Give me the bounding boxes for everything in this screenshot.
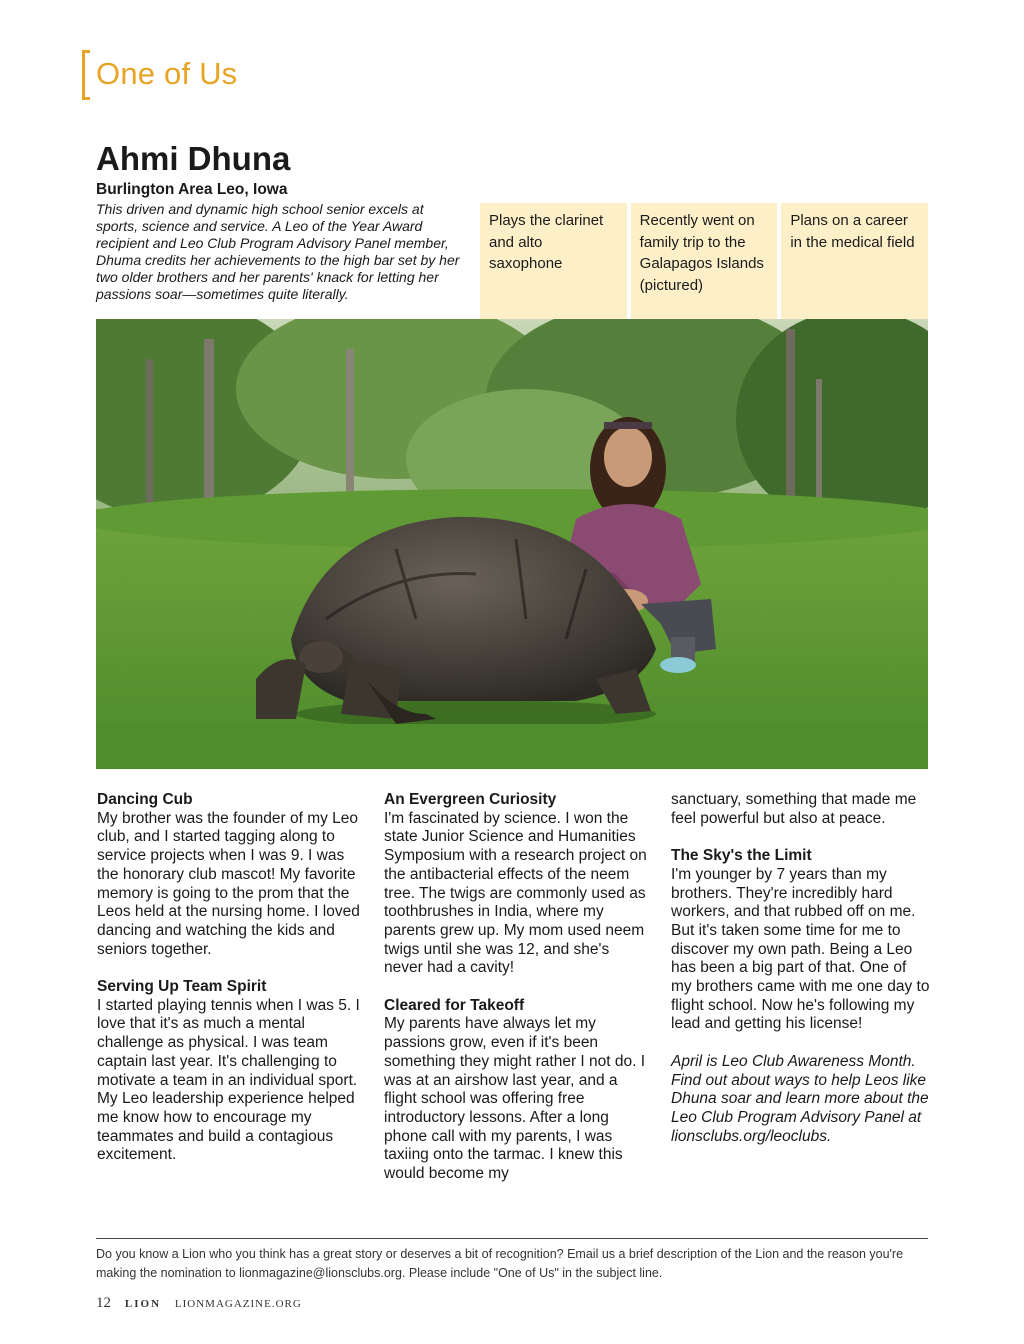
paragraph: My brother was the founder of my Leo club, and I started tagging along to service projects when I was 9. I was the honorary club mascot! My favorite memory is going to the prom that the Leos held at the nursing home. I loved dancing and watching the kids and seniors together. (97, 809, 360, 958)
article-column-1 (97, 791, 365, 1184)
subhead-sky-limit: The Sky's the Limit (671, 847, 812, 865)
subhead-cleared-for-takeoff: Cleared for Takeoff (384, 996, 525, 1014)
profile-name: Ahmi Dhuna (96, 140, 291, 177)
paragraph: My parents have always let my passions grow, even if it's been something they might rather I not do. I was at an airshow last year, and a flight school was offering free introductory lessons. After a long phone call with my parents, I was taxiing onto the tarmac. I knew this would become my (384, 1015, 646, 1183)
profile-club: Burlington Area Leo, Iowa (96, 181, 288, 198)
feature-photo (96, 319, 928, 769)
page-number: 12 (96, 1295, 111, 1311)
subhead-dancing-cub: Dancing Cub (97, 791, 193, 808)
footer-divider (96, 1238, 928, 1239)
paragraph: I'm fascinated by science. I won the state Junior Science and Humanities Symposium with a research project on the antibacterial effects of the neem tree. The twigs are commonly used as toothbrushes in India, where my parents grew up. My mom used neem twigs until she was 12, and she's never had a cavity! (384, 809, 647, 977)
section-title: One of Us (96, 56, 238, 91)
nomination-note: Do you know a Lion who you think has a great story or deserves a bit of recognition? Email us a brief description of the Lion and the reason you're making the nomination to lionmagazine@lionsclubs.org. Please include "One of Us" in the subject line. (96, 1247, 904, 1280)
website-link[interactable]: LIONMAGAZINE.ORG (174, 1298, 302, 1310)
profile-intro: This driven and dynamic high school senior excels at sports, science and service. A Leo of the Year Award recipient and Leo Club Program Advisory Panel member, Dhuma credits her achievements to the high bar set by her two older brothers and her parents' knack for letting her passions soar—sometimes quite literally. (96, 201, 460, 302)
article-column-3 (671, 791, 931, 1165)
facts-box (480, 203, 928, 320)
fact-item: Recently went on family trip to the Galapagos Islands (pictured) (627, 203, 778, 320)
paragraph: I started playing tennis when I was 5. I love that it's as much a mental challenge as physical. I was team captain last year. It's challenging to motivate a team in an individual sport. My Leo leadership experience helped me know how to encourage my teammates and build a contagious excitement. (97, 996, 360, 1164)
subhead-team-spirit: Serving Up Team Spirit (97, 978, 267, 996)
article-column-2 (384, 791, 652, 1202)
fact-item: Plays the clarinet and alto saxophone (480, 203, 627, 320)
section-bracket (82, 50, 90, 100)
magazine-name: LION (124, 1298, 162, 1310)
paragraph: sanctuary, something that made me feel powerful but also at peace. (671, 791, 917, 827)
paragraph: I'm younger by 7 years than my brothers. They're incredibly hard workers, and that rubbed off on me. But it's taken some time for me to discover my own path. Being a Leo has been a big part of that. One of my brothers came with me one day to flight school. Now he's following my lead and getting his license! (671, 865, 930, 1033)
closing-note: April is Leo Club Awareness Month. Find out about ways to help Leos like Dhuna soar and learn more about the Leo Club Program Advisory Panel at lionsclubs.org/leoclubs. (671, 1052, 929, 1145)
subhead-evergreen-curiosity: An Evergreen Curiosity (384, 791, 557, 808)
fact-item: Plans on a career in the medical field (777, 203, 928, 320)
tortoise-photo-illustration (96, 319, 928, 769)
page-footer (96, 1294, 302, 1312)
